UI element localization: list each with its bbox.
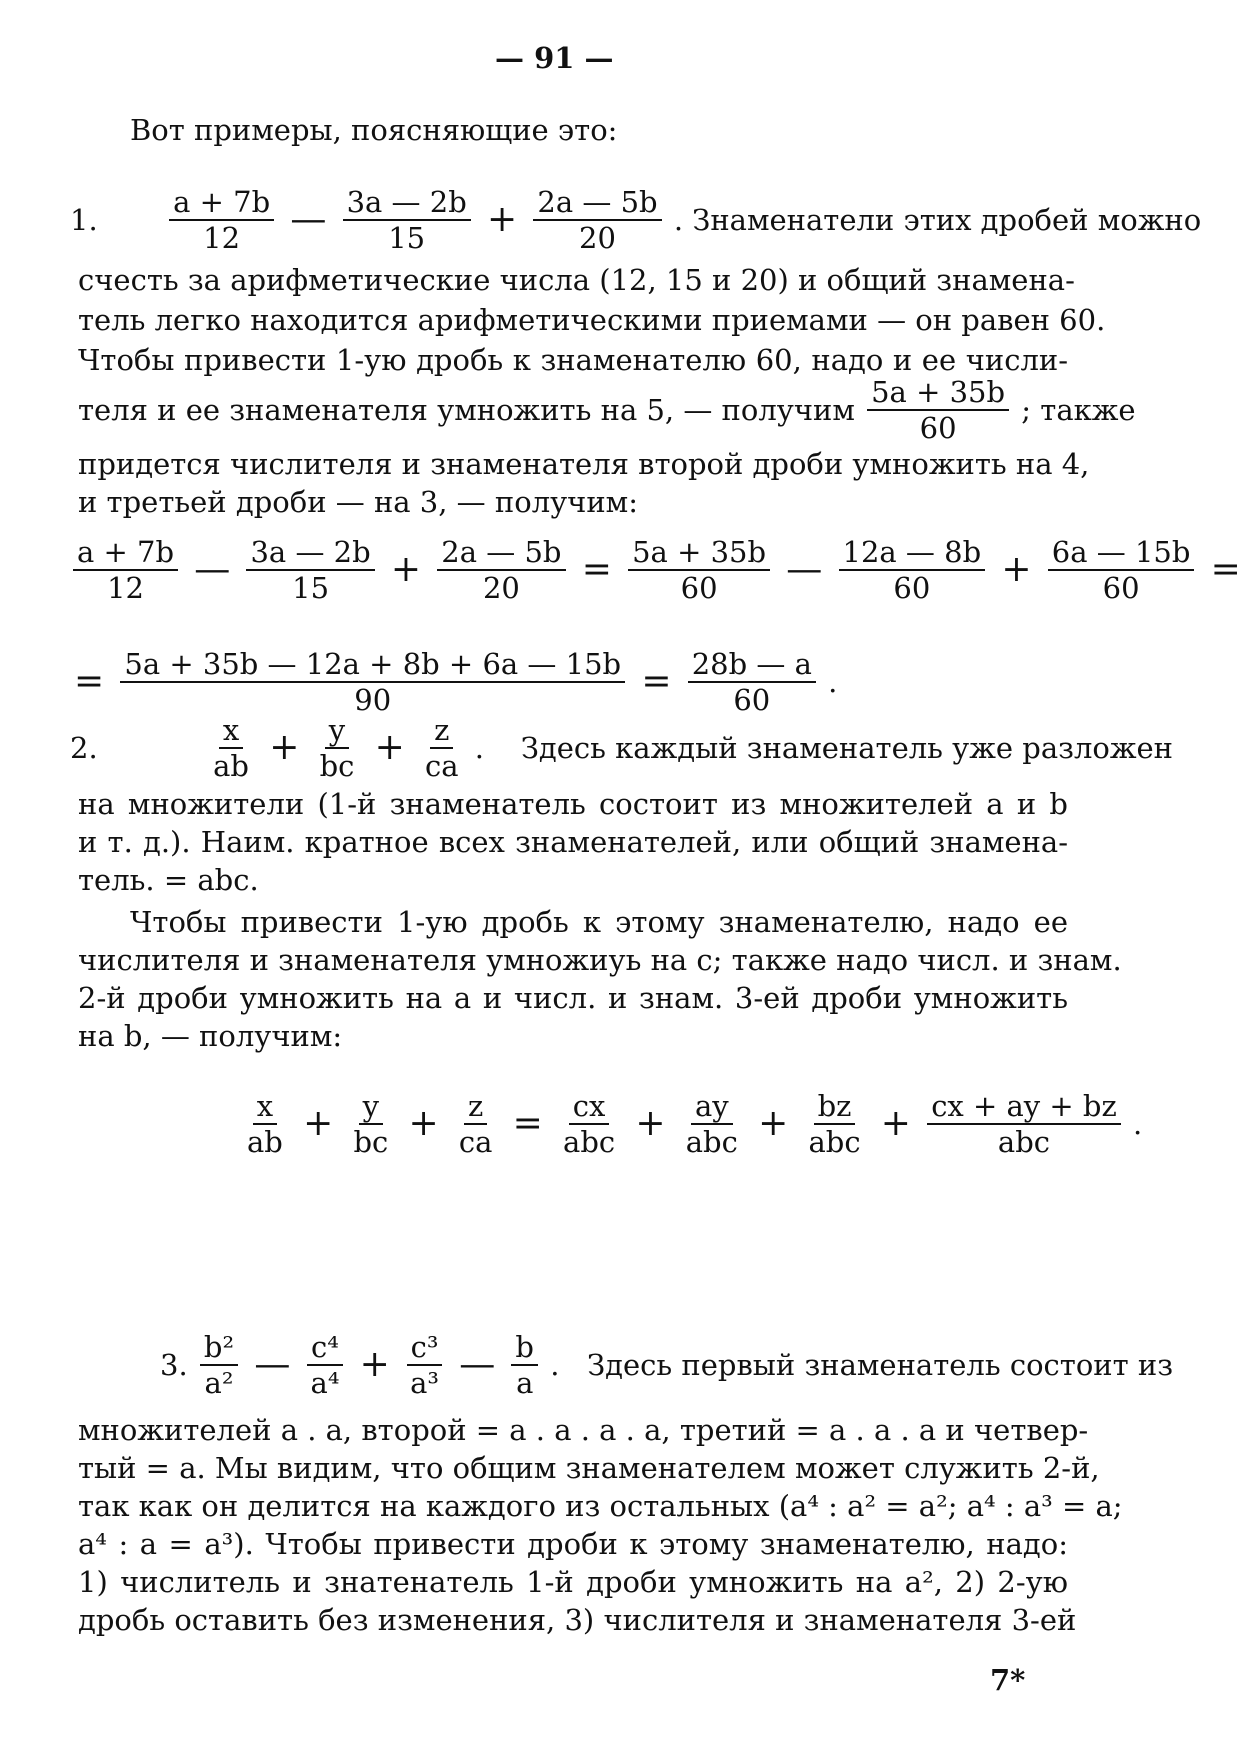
big-frac-6: $\frac{6a — 15b}{60}$ [1048, 535, 1195, 605]
result-frac-1: $\frac{5a + 35b — 12a + 8b + 6a — 15b}{90}$ [120, 647, 625, 717]
ex3-line-4: a⁴ : a = a³). Чтобы привести дроби к этому знаменателю, надо: [78, 1527, 1068, 1561]
ex1-line4-frac: $\frac{5a + 35b}{60}$ [867, 375, 1009, 445]
ex3-line-3: так как он делится на каждого из остальных (a⁴ : a² = a²; a⁴ : a³ = a; [78, 1489, 1123, 1523]
big-frac-1: $\frac{a + 7b}{12}$ [73, 535, 178, 605]
ex1-after: . Знаменатели этих дробей можно [673, 203, 1202, 237]
ex1-first-line [70, 178, 1201, 258]
ex3-first-line: 3. $\frac{\text{b²}}{\text{a²}}$ — $\frac{\text{c⁴}}{\text{a⁴}}$ + $\frac{\text{c³}}{\text{a³}}$ — $\frac{b}{a}$ . Здесь первый знаменатель состоит из [160, 1330, 1174, 1400]
ex2-para-4: на b, — получим: [78, 1019, 343, 1053]
result-frac-2: $\frac{28b — a}{60}$ [688, 647, 816, 717]
ex3-line-5: 1) числитель и знатенатель 1-й дроби умножить на a², 2) 2-ую [78, 1565, 1068, 1599]
ex1-op-2: + [487, 199, 518, 240]
big-frac-3: $\frac{2a — 5b}{20}$ [437, 535, 565, 605]
ex1-line-5: придется числителя и знаменателя второй дроби умножить на 4, [78, 447, 1090, 481]
ex2-line-3: тель. = abc. [78, 863, 259, 897]
ex3-line-1: множителей a . a, второй = a . a . a . a, третий = a . a . a и четвер- [78, 1413, 1089, 1447]
ex1-frac-2: $\frac{3a — 2b}{15}$ [343, 185, 471, 255]
ex1-big-equation: $\frac{a + 7b}{12}$ — $\frac{3a — 2b}{15}$ + $\frac{2a — 5b}{20}$ = $\frac{5a + 35b}{60}$ — $\frac{12a — 8b}{60}$ + $\frac{6a — 15b}{60}$ = [70, 528, 1245, 608]
ex2-line-2: и т. д.). Наим. кратное всех знаменателей, или общий знамена- [78, 825, 1068, 859]
intro-line: Вот примеры, поясняющие это: [130, 113, 618, 147]
ex1-frac-1: $\frac{a + 7b}{12}$ [169, 185, 274, 255]
ex1-line-6: и третьей дроби — на 3, — получим: [78, 485, 639, 519]
ex2-frac-1: $\frac{x}{ab}$ [213, 713, 249, 783]
ex2-first-line: 2. $\frac{x}{ab}$ + $\frac{y}{bc}$ + $\frac{z}{ca}$ . Здесь каждый знаменатель уже разложен [70, 713, 1174, 783]
ex2-para-1: Чтобы привести 1-ую дробь к этому знаменателю, надо ее [130, 905, 1068, 939]
page-number: — 91 — [495, 41, 614, 75]
ex1-number: 1. [70, 203, 98, 237]
ex3-line-2: тый = a. Мы видим, что общим знаменателем может служить 2-й, [78, 1451, 1100, 1485]
big-frac-2: $\frac{3a — 2b}{15}$ [246, 535, 374, 605]
signature-mark: 7* [990, 1663, 1026, 1697]
ex1-result: = $\frac{5a + 35b — 12a + 8b + 6a — 15b}{90}$ = $\frac{28b — a}{60}$ . [74, 647, 838, 717]
big-frac-5: $\frac{12a — 8b}{60}$ [839, 535, 986, 605]
ex2-para-3: 2-й дроби умножить на a и числ. и знам. 3-ей дроби умножить [78, 981, 1068, 1015]
ex2-frac-2: $\frac{y}{bc}$ [319, 713, 355, 783]
ex2-para-2: числителя и знаменателя умножиуь на c; также надо числ. и знам. [78, 943, 1122, 977]
big-frac-4: $\frac{5a + 35b}{60}$ [628, 535, 770, 605]
ex1-line-1: счесть за арифметические числа (12, 15 и 20) и общий знамена- [78, 263, 1075, 297]
ex1-line-3: Чтобы привести 1-ую дробь к знаменателю 60, надо и ее числи- [78, 343, 1068, 377]
ex2-line-1: на множители (1-й знаменатель состоит из множителей a и b [78, 787, 1068, 821]
ex3-line-6: дробь оставить без изменения, 3) числителя и знаменателя 3-ей [78, 1603, 1077, 1637]
ex1-op-1: — [290, 199, 327, 240]
ex1-line-2: тель легко находится арифметическими приемами — он равен 60. [78, 303, 1106, 337]
ex2-frac-3: $\frac{z}{ca}$ [425, 713, 459, 783]
ex2-equation: $\frac{x}{ab}$ + $\frac{y}{bc}$ + $\frac{z}{ca}$ = $\frac{cx}{\text{abc}}$ + $\frac{ay}{\text{abc}}$ + $\frac{bz}{\text{abc}}$ + $\frac{cx + ay + bz}{\text{abc}}$ . [247, 1089, 1143, 1159]
ex1-line-4: теля и ее знаменателя умножить на 5, — получим $\frac{5a + 35b}{60}$ ; также [78, 375, 1136, 445]
ex1-frac-3: $\frac{2a — 5b}{20}$ [533, 185, 661, 255]
